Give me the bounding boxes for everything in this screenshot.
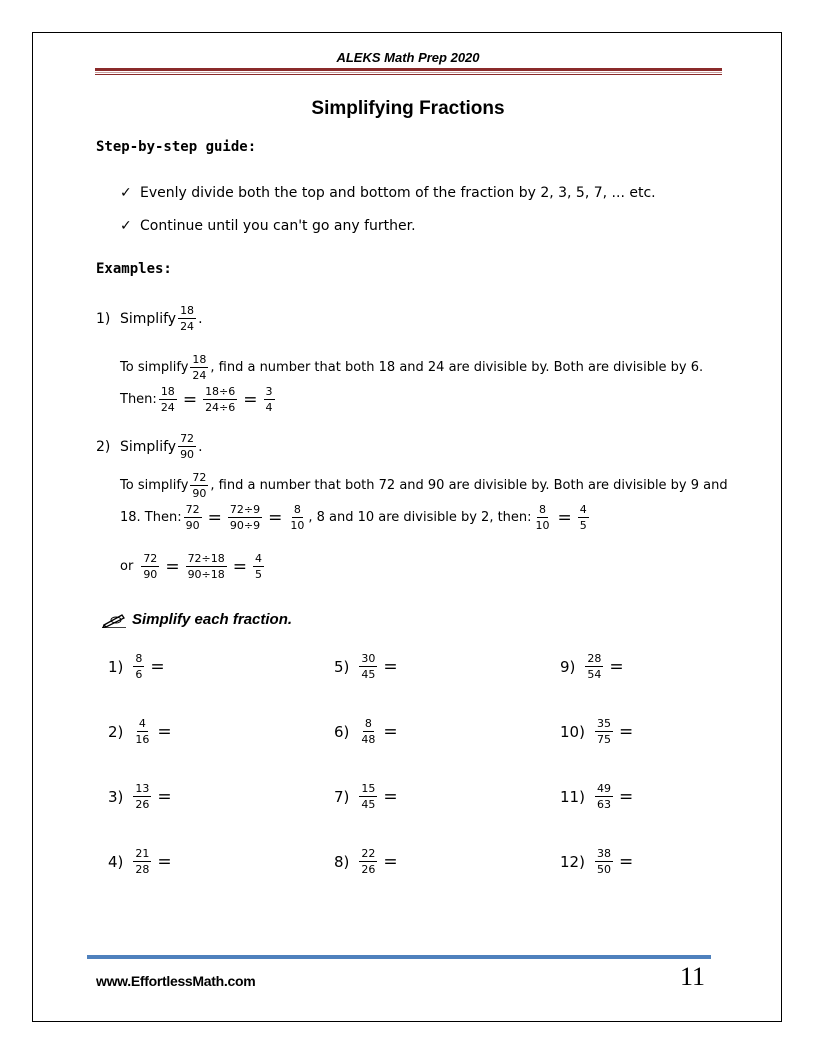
- equals-sign: =: [157, 786, 172, 807]
- equals-sign: =: [150, 656, 165, 677]
- problem-item: [334, 847, 402, 876]
- problem-label: 7): [334, 787, 350, 806]
- problem-label: 6): [334, 722, 350, 741]
- equals-sign: =: [383, 786, 398, 807]
- fraction: $\frac{21}{28}$: [135, 847, 150, 876]
- equals-sign: =: [618, 851, 634, 872]
- fraction: $\frac{72}{90}$: [192, 471, 207, 500]
- header-rule: [95, 68, 722, 75]
- fraction: $\frac{18}{24}$: [160, 385, 175, 414]
- problem-label: 8): [334, 852, 350, 871]
- fraction: $\frac{18\div 6}{24\div 6}$: [205, 385, 236, 414]
- problem-item: [560, 782, 637, 811]
- example-label: 1): [96, 310, 111, 327]
- guide-heading: Step-by-step guide:: [96, 139, 257, 155]
- bullet-text: Continue until you can't go any further.: [140, 218, 416, 234]
- problem-item: [108, 652, 169, 681]
- problem-item: [560, 847, 637, 876]
- fraction: $\frac{72}{90}$: [180, 432, 195, 461]
- equals-sign: =: [383, 721, 398, 742]
- example-1-explanation: To simplify $\frac{18}{24}$ , find a number that both 18 and 24 are divisible by. Both are divisible by 6.: [120, 353, 704, 382]
- fraction: $\frac{35}{75}$: [596, 717, 611, 746]
- pencil-icon: [102, 610, 126, 628]
- fraction: $\frac{30}{45}$: [361, 652, 376, 681]
- fraction: $\frac{22}{26}$: [361, 847, 376, 876]
- problem-label: 10): [560, 722, 585, 741]
- fraction: $\frac{72}{90}$: [143, 552, 158, 581]
- problem-label: 11): [560, 787, 585, 806]
- example-label: 2): [96, 438, 111, 455]
- fraction: $\frac{13}{26}$: [135, 782, 150, 811]
- problem-label: 4): [108, 852, 124, 871]
- problem-label: 9): [560, 657, 576, 676]
- exercise-instruction: Simplify each fraction.: [102, 610, 292, 628]
- problem-label: 3): [108, 787, 124, 806]
- equals-sign: =: [618, 721, 634, 742]
- example-2-alt: or $\frac{72}{90}$ = $\frac{72\div 18}{90\div 18}$ = $\frac{4}{5}$: [120, 552, 263, 581]
- example-2-prompt: 2) Simplify $\frac{72}{90}$ .: [96, 432, 203, 461]
- example-2-explanation: To simplify $\frac{72}{90}$ , find a number that both 72 and 90 are divisible by. Both are divisible by 9 and: [120, 471, 728, 500]
- fraction: $\frac{18}{24}$: [192, 353, 207, 382]
- fraction: $\frac{18}{24}$: [180, 304, 195, 333]
- problem-label: 12): [560, 852, 585, 871]
- fraction: $\frac{38}{50}$: [596, 847, 611, 876]
- problem-item: [560, 652, 628, 681]
- example-2-steps: 18. Then: $\frac{72}{90}$ = $\frac{72\div 9}{90\div 9}$ = $\frac{8}{10}$ , 8 and 10 are divisible by 2, then: $\frac{8}{10}$ = $\frac{4}{5}$: [120, 503, 587, 532]
- fraction: $\frac{72}{90}$: [185, 503, 200, 532]
- guide-bullet-2: [120, 218, 416, 234]
- example-1-prompt: 1) Simplify $\frac{18}{24}$ .: [96, 304, 203, 333]
- problem-label: 5): [334, 657, 350, 676]
- problem-item: [560, 717, 637, 746]
- example-1-steps: Then: $\frac{18}{24}$ = $\frac{18\div 6}{24\div 6}$ = $\frac{3}{4}$: [120, 385, 273, 414]
- problem-label: 2): [108, 722, 124, 741]
- examples-heading: Examples:: [96, 261, 172, 277]
- equals-sign: =: [618, 786, 634, 807]
- check-icon: ✓: [120, 218, 132, 234]
- fraction: $\frac{8}{48}$: [361, 717, 376, 746]
- problem-item: [334, 652, 402, 681]
- fraction: $\frac{3}{4}$: [265, 385, 273, 414]
- problem-item: [108, 782, 176, 811]
- fraction: $\frac{4}{16}$: [135, 717, 150, 746]
- bullet-text: Evenly divide both the top and bottom of the fraction by 2, 3, 5, 7, ... etc.: [140, 185, 656, 201]
- fraction: $\frac{72\div 18}{90\div 18}$: [187, 552, 225, 581]
- page-number: 11: [680, 962, 706, 991]
- prompt-text: Simplify: [120, 310, 177, 327]
- fraction: $\frac{8}{10}$: [290, 503, 305, 532]
- problem-item: [334, 782, 402, 811]
- fraction: $\frac{15}{45}$: [361, 782, 376, 811]
- problem-item: [108, 847, 176, 876]
- fraction: $\frac{28}{54}$: [587, 652, 602, 681]
- equals-sign: =: [609, 656, 624, 677]
- check-icon: ✓: [120, 185, 132, 201]
- fraction: $\frac{72\div 9}{90\div 9}$: [229, 503, 261, 532]
- running-header: ALEKS Math Prep 2020: [336, 50, 480, 65]
- equals-sign: =: [383, 851, 398, 872]
- problem-item: [334, 717, 402, 746]
- fraction: $\frac{8}{10}$: [535, 503, 550, 532]
- problem-label: 1): [108, 657, 124, 676]
- prompt-text: Simplify: [120, 438, 177, 455]
- fraction: $\frac{4}{5}$: [579, 503, 587, 532]
- equals-sign: =: [157, 721, 172, 742]
- fraction: $\frac{8}{6}$: [135, 652, 143, 681]
- problem-item: [108, 717, 176, 746]
- guide-bullet-1: [120, 185, 656, 201]
- equals-sign: =: [383, 656, 398, 677]
- equals-sign: =: [157, 851, 172, 872]
- fraction: $\frac{49}{63}$: [596, 782, 611, 811]
- fraction: $\frac{4}{5}$: [255, 552, 263, 581]
- page-title: Simplifying Fractions: [311, 98, 505, 119]
- footer-url[interactable]: www.EffortlessMath.com: [96, 973, 256, 989]
- footer-rule: [87, 955, 711, 959]
